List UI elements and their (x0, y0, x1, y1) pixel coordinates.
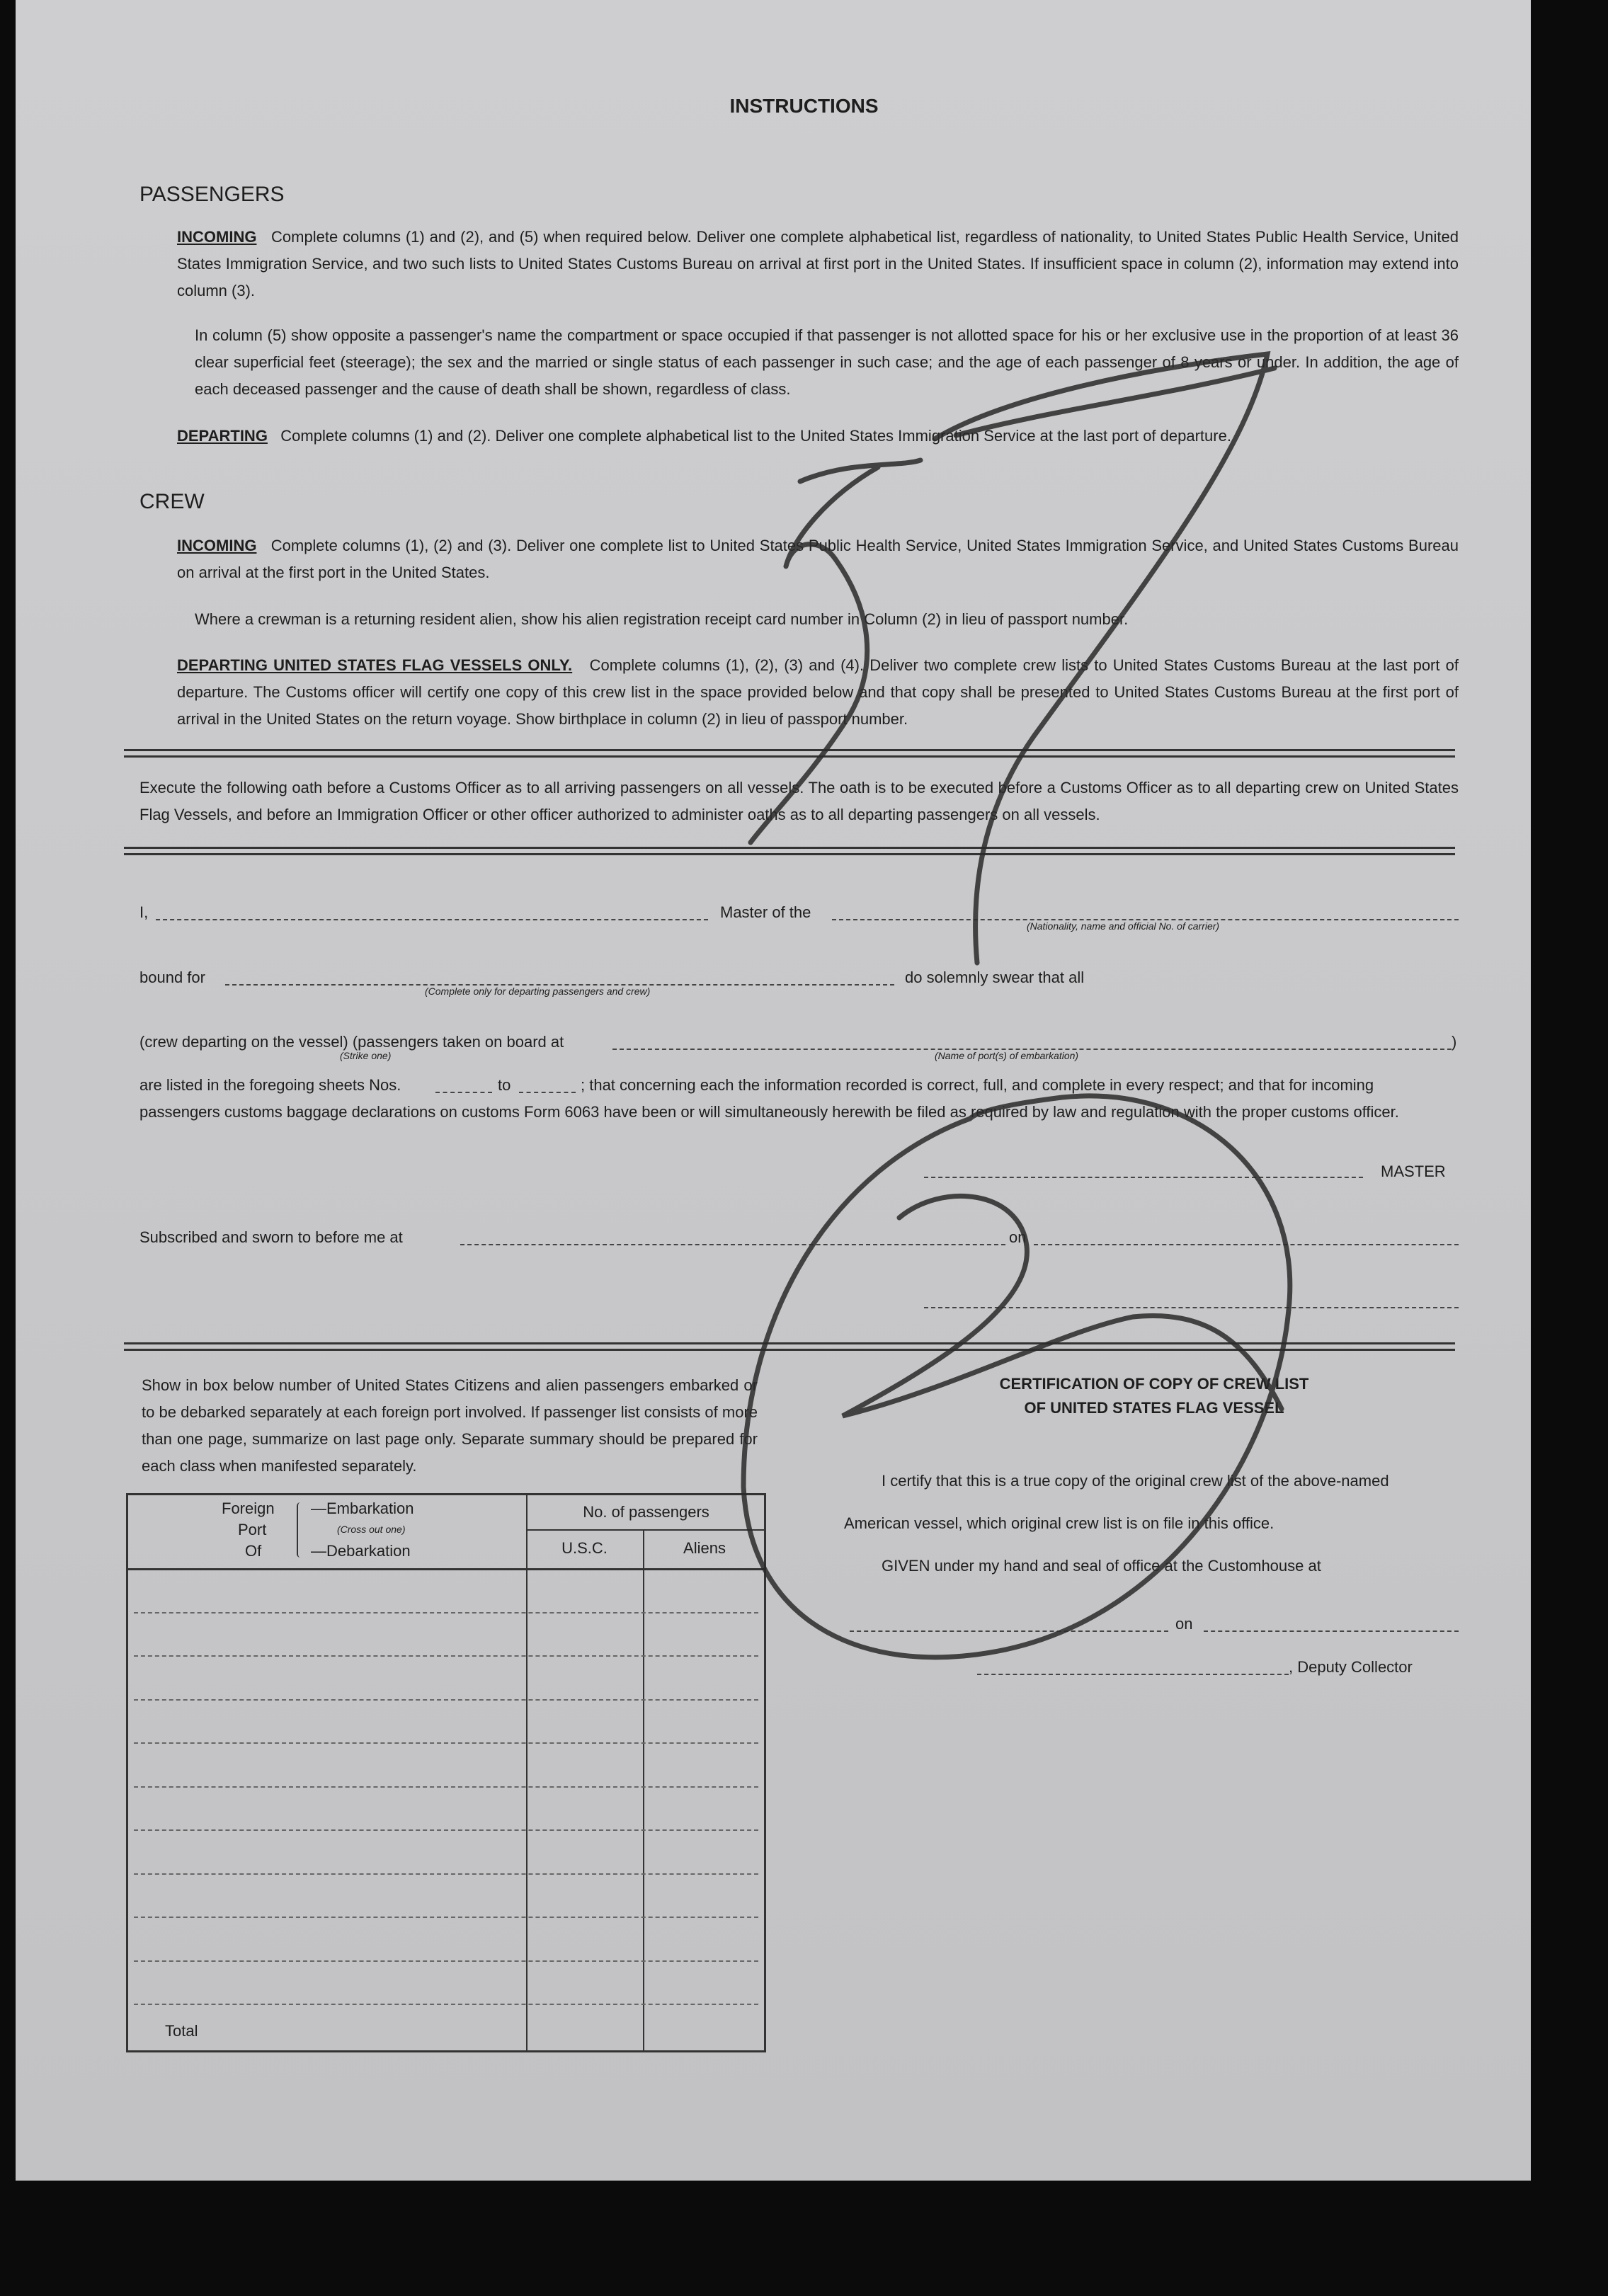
of-label: Of (245, 1542, 262, 1560)
crew-returning-paragraph: Where a crewman is a returning resident alien, show his alien registration receipt card number in Column (2) in lieu of passport number. (195, 610, 1129, 628)
given-line: GIVEN under my hand and seal of office at the Customhouse at (882, 1557, 1321, 1575)
total-label: Total (165, 2022, 198, 2040)
certify-line-2: American vessel, which original crew list is on file in this office. (844, 1514, 1275, 1532)
oath-instruction: Execute the following oath before a Customs Officer as to all arriving passengers on all vessels. The oath is to be executed before a Customs Officer as to all departing crew on United States Flag Vessels, and before an Immigration Officer or other officer authorized to administer oaths as to all departing passengers on all vessels. (139, 779, 1459, 823)
oath-i-label: I, (139, 903, 149, 921)
crew-incoming-label: INCOMING (177, 537, 257, 554)
certification-heading-2: OF UNITED STATES FLAG VESSEL (1024, 1399, 1284, 1417)
no-passengers-label: No. of passengers (583, 1503, 709, 1521)
master-of-label: Master of the (720, 903, 811, 921)
cross-out-caption: (Cross out one) (337, 1524, 406, 1535)
bound-for-caption: (Complete only for departing passengers and crew) (425, 986, 651, 997)
summary-note: Show in box below number of United States Citizens and alien passengers embarked or to be debarked separately at each foreign port involved. If passenger list consists of more than one page, summarize on last page only. Separate summary should be prepared for each class when manifested separately. (142, 1376, 758, 1475)
crew-departing-text: Complete columns (1), (2), (3) and (4). Deliver two complete crew lists to United States Customs Bureau at the last port of departure. The Customs officer will certify one copy of this crew list in the space provided below and that copy shall be presented to United States Customs Bureau at the first port of arrival in the United States on the return voyage. Show birthplace in column (2) in lieu of passport number. (177, 656, 1459, 728)
embarkation-label: —Embarkation (311, 1500, 414, 1517)
page-title: INSTRUCTIONS (729, 95, 879, 117)
usc-label: U.S.C. (561, 1539, 608, 1557)
passengers-column5-paragraph: In column (5) show opposite a passenger's name the compartment or space occupied if that passenger is not allotted space for his or her exclusive use in the proportion of at least 36 clear superficial feet (steerage); the sex and the married or single status of each passenger in such case; and the age of each passenger of 8 years or under. In addition, the age of each deceased passenger and the cause of death shall be shown, regardless of class. (195, 326, 1459, 398)
sworn-on-label: on (1009, 1228, 1027, 1246)
passengers-departing-text: Complete columns (1) and (2). Deliver one complete alphabetical list to the United States Immigration Service at the last port of departure. (280, 427, 1231, 445)
swear-text: do solemnly swear that all (905, 969, 1085, 986)
close-paren: ) (1452, 1033, 1457, 1051)
subscribed-label: Subscribed and sworn to before me at (139, 1228, 403, 1246)
listed-continuation: passengers customs baggage declarations on customs Form 6063 have been or will simultaneously herewith be filed as required by law and regulation with the proper customs officer. (139, 1103, 1399, 1121)
master-label: MASTER (1381, 1163, 1446, 1180)
passengers-heading: PASSENGERS (139, 183, 285, 206)
carrier-caption: (Nationality, name and official No. of carrier) (1027, 920, 1220, 932)
ports-caption: (Name of port(s) of embarkation) (935, 1050, 1079, 1061)
crew-passengers-label: (crew departing on the vessel) (passengers taken on board at (139, 1033, 564, 1051)
port-label: Port (238, 1521, 267, 1538)
certification-heading-1: CERTIFICATION OF COPY OF CREW LIST (999, 1375, 1309, 1393)
listed-start: are listed in the foregoing sheets Nos. (139, 1076, 401, 1094)
certify-line-1: I certify that this is a true copy of the original crew list of the above-named (882, 1472, 1389, 1490)
passengers-incoming-label: INCOMING (177, 228, 257, 246)
cert-on-label: on (1175, 1615, 1193, 1633)
crew-incoming-text: Complete columns (1), (2) and (3). Deliver one complete list to United States Public Health Service, United States Immigration Service, and United States Customs Bureau on arrival at the first port in the United States. (177, 537, 1459, 581)
deputy-collector-label: , Deputy Collector (1289, 1658, 1413, 1676)
strike-one-caption: (Strike one) (340, 1050, 392, 1061)
aliens-label: Aliens (683, 1539, 726, 1557)
to-label: to (498, 1076, 511, 1094)
foreign-label: Foreign (222, 1500, 275, 1517)
debarkation-label: —Debarkation (311, 1542, 411, 1560)
passengers-incoming-text: Complete columns (1) and (2), and (5) when required below. Deliver one complete alphabetical list, regardless of nationality, to United States Public Health Service, United States Immigration Service, and two such lists to United States Customs Bureau on arrival at first port in the United States. If insufficient space in column (2), information may extend into column (3). (177, 228, 1459, 299)
crew-departing-label: DEPARTING UNITED STATES FLAG VESSELS ONLY. (177, 656, 573, 674)
listed-rest: ; that concerning each the information recorded is correct, full, and complete in every respect; and that for incoming (581, 1076, 1374, 1094)
passengers-departing-label: DEPARTING (177, 427, 268, 445)
bound-for-label: bound for (139, 969, 205, 986)
crew-heading: CREW (139, 490, 205, 513)
